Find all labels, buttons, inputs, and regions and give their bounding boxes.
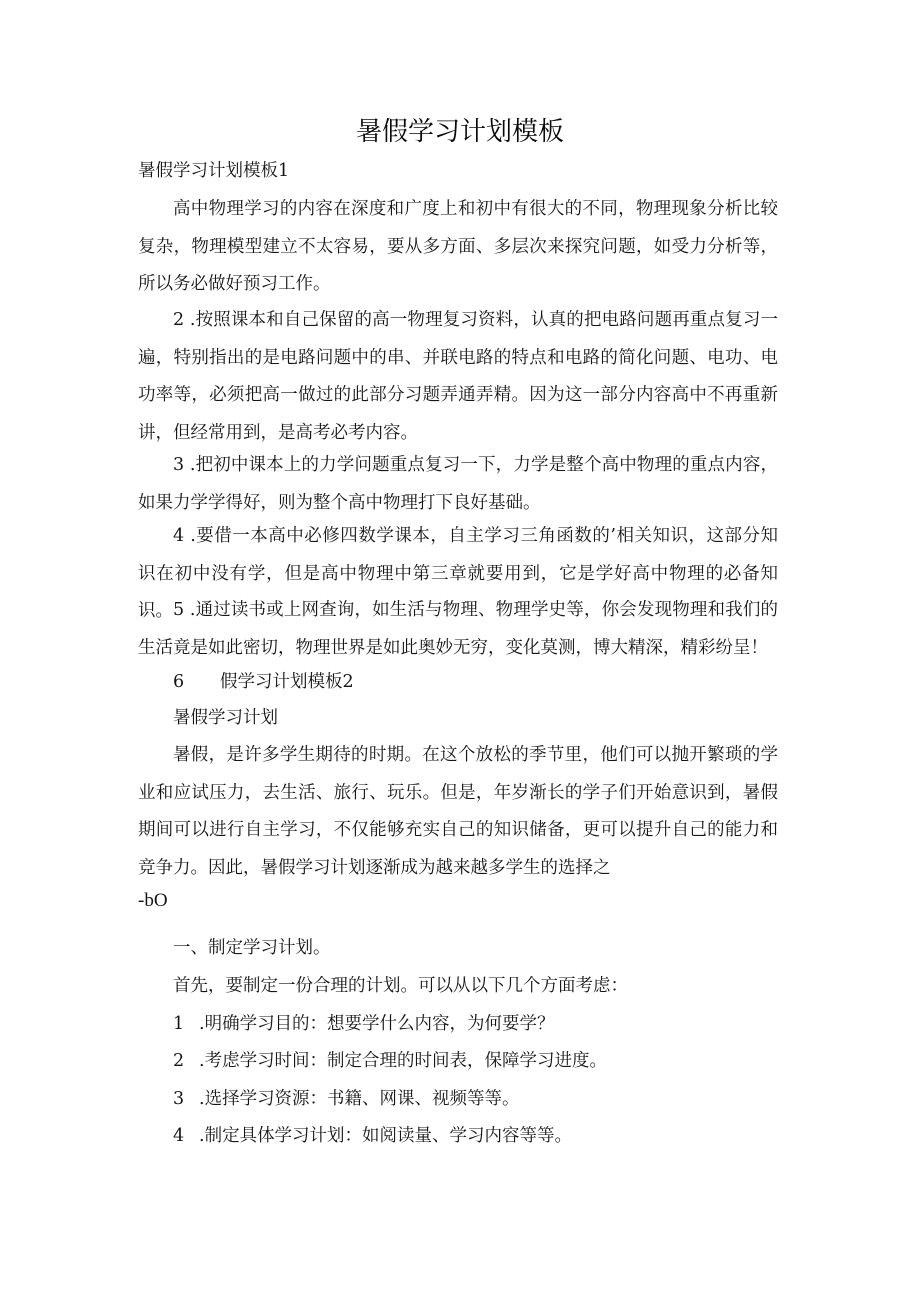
plan-list-number: 1 — [173, 1014, 185, 1034]
paragraph-intro: 高中物理学习的内容在深度和广度上和初中有很大的不同，物理现象分析比较复杂，物理模型建立不太容易，要从多方面、多层次来探究问题，如受力分析等，所以务必做好预习工作。 — [138, 199, 778, 294]
plan-list-number: 4 — [173, 1126, 185, 1146]
plan-list-text: .明确学习目的：想要学什么内容，为何要学？ — [199, 1014, 555, 1034]
list-item-4: 4 .要借一本高中必修四数学课本，自主学习三角函数的’相关知识，这部分知识在初中没有学，但是高中物理中第三章就要用到，它是学好高中物理的必备知识。 — [138, 526, 778, 621]
plan-list-text: .选择学习资源：书籍、网课、视频等等。 — [199, 1089, 520, 1109]
list-item-2: 2 .按照课本和自己保留的高一物理复习资料，认真的把电路问题再重点复习一遍，特别指出的是电路问题中的串、并联电路的特点和电路的简化问题、电功、电功率等，必须把高一做过的此部分习题弄通弄精。因为这一部分内容高中不再重新讲，但经常用到，是高考必考内容。 — [138, 310, 778, 443]
list-item-6-text: 假学习计划模板2 — [220, 672, 354, 692]
plan-list-item — [173, 1081, 520, 1119]
plan-list-item — [173, 1006, 555, 1044]
subheading: 暑假学习计划 — [173, 708, 278, 728]
plan-list-text: .制定具体学习计划：如阅读量、学习内容等等。 — [199, 1126, 573, 1146]
plan-list-number: 3 — [173, 1089, 185, 1109]
list-item-6-number: 6 — [173, 672, 185, 692]
paragraph-summer: 暑假，是许多学生期待的时期。在这个放松的季节里，他们可以抛开繁琐的学业和应试压力，去生活、旅行、玩乐。但是，年岁渐长的学子们开始意识到，暑假期间可以进行自主学习，不仅能够充实自己的知识储备，更可以提升自己的能力和竞争力。因此，暑假学习计划逐渐成为越来越多学生的选择之 — [138, 745, 778, 878]
plan-list-number: 2 — [173, 1051, 185, 1071]
plan-list-text: .考虑学习时间：制定合理的时间表，保障学习进度。 — [199, 1051, 608, 1071]
paragraph-tail: -bO — [138, 890, 168, 911]
list-item-5: 5 .通过读书或上网查询，如生活与物理、物理学史等，你会发现物理和我们的生活竟是如此密切，物理世界是如此奥妙无穷，变化莫测，博大精深，精彩纷呈！ — [138, 600, 778, 658]
list-item-3: 3 .把初中课本上的力学问题重点复习一下，力学是整个高中物理的重点内容，如果力学学得好，则为整个高中物理打下良好基础。 — [138, 455, 778, 513]
step-heading: 一、制定学习计划。 — [173, 938, 331, 958]
document-title: 暑假学习计划模板 — [355, 117, 564, 147]
plan-list-item — [173, 1043, 607, 1081]
list-item-6 — [173, 664, 354, 702]
step-intro: 首先，要制定一份合理的计划。可以从以下几个方面考虑： — [173, 976, 628, 996]
plan-list-item — [173, 1118, 572, 1156]
section-heading-1: 暑假学习计划模板1 — [138, 161, 290, 181]
